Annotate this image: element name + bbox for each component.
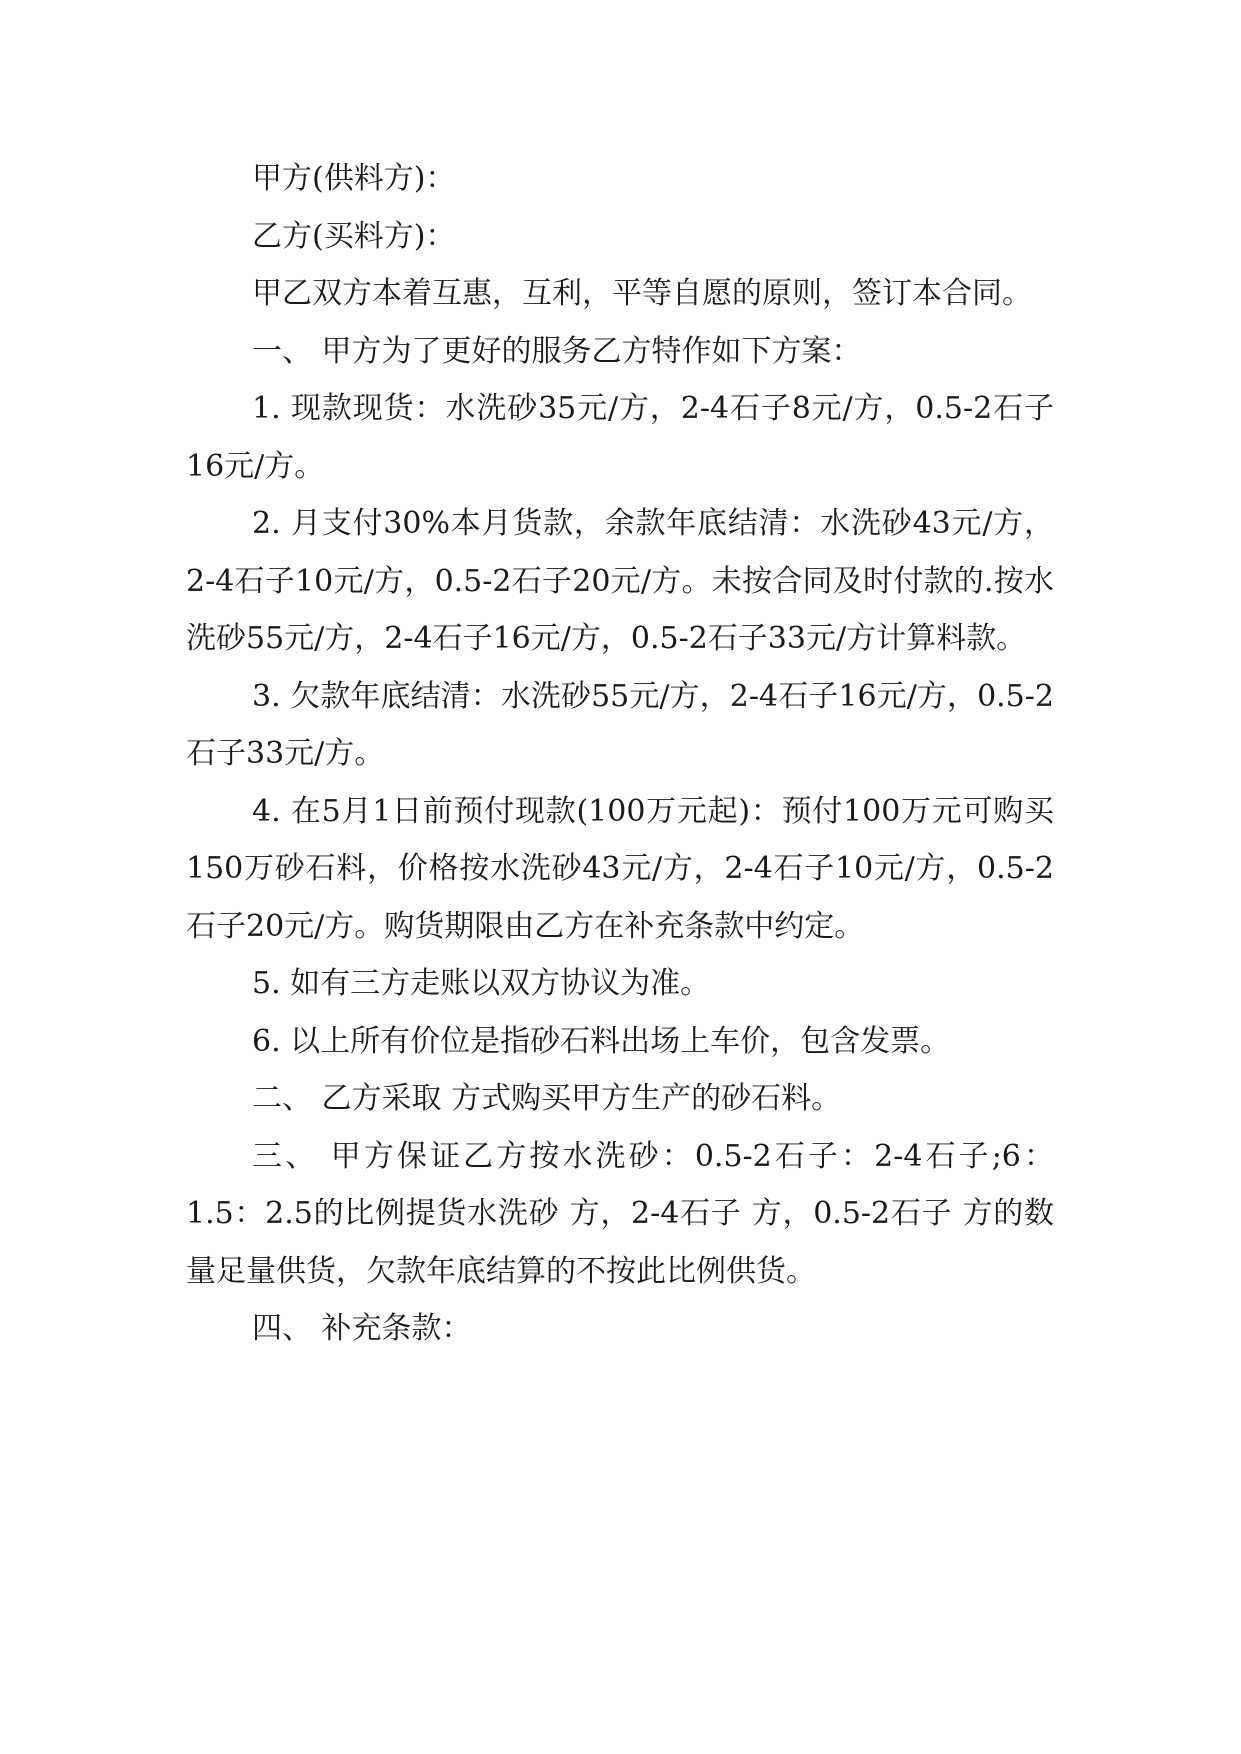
contract-page [186, 150, 1054, 1358]
clause-4: 4. 在5月1日前预付现款(100万元起)：预付100万元可购买150万砂石料，价格按水洗砂43元/方，2-4石子10元/方，0.5-2石子20元/方。购货期限由乙方在补充条款中约定。 [186, 793, 1054, 944]
party-b-line: 乙方(买料方)： [252, 218, 456, 254]
clause-6: 6. 以上所有价位是指砂石料出场上车价，包含发票。 [252, 1023, 951, 1059]
section-two: 二、 乙方采取 方式购买甲方生产的砂石料。 [252, 1081, 842, 1116]
clause-5: 5. 如有三方走账以双方协议为准。 [252, 966, 711, 1001]
party-a-line: 甲方(供料方)： [252, 161, 456, 196]
clause-2: 2. 月支付30%本月货款，余款年底结清：水洗砂43元/方，2-4石子10元/方，0.5-2石子20元/方。未按合同及时付款的.按水洗砂55元/方，2-4石子16元/方，0.5-2石子33元/方计算料款。 [186, 506, 1054, 656]
section-four-heading: 四、 补充条款： [252, 1311, 472, 1346]
clause-3: 3. 欠款年底结清：水洗砂55元/方，2-4石子16元/方，0.5-2石子33元/方。 [186, 678, 1054, 771]
section-three: 三、 甲方保证乙方按水洗砂：0.5-2石子：2-4石子;6：1.5：2.5的比例提货水洗砂 方，2-4石子 方，0.5-2石子 方的数量足量供货，欠款年底结算的不按此比例供货。 [186, 1138, 1054, 1289]
section-one-heading: 一、 甲方为了更好的服务乙方特作如下方案： [252, 333, 862, 369]
clause-1: 1. 现款现货：水洗砂35元/方，2-4石子8元/方，0.5-2石子16元/方。 [186, 391, 1054, 484]
preamble-paragraph: 甲乙双方本着互惠，互利，平等自愿的原则，签订本合同。 [252, 276, 1032, 311]
